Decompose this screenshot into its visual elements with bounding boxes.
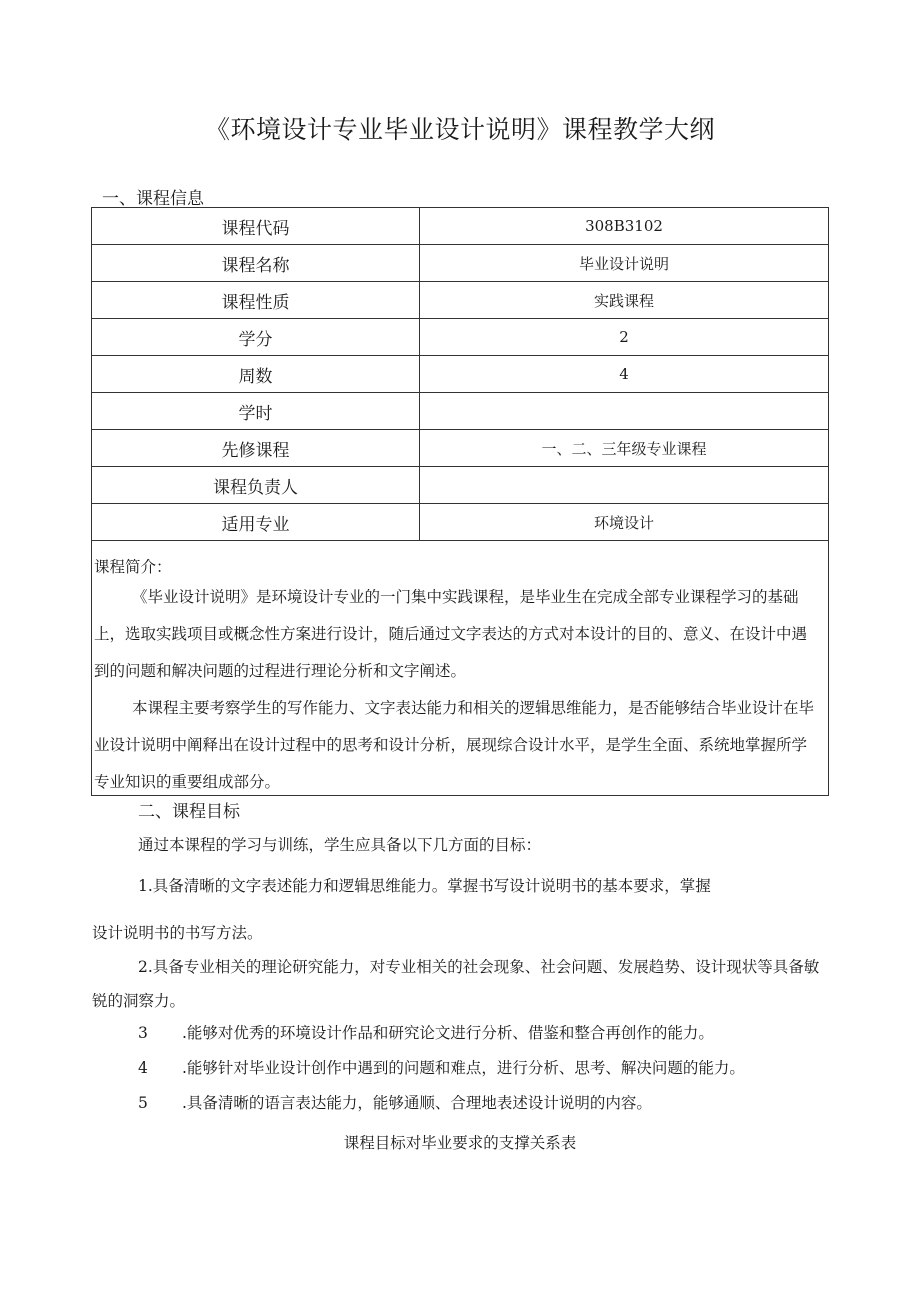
- table-row: [92, 504, 829, 541]
- row-value: 实践课程: [420, 282, 829, 319]
- table-row: [92, 319, 829, 356]
- goal-1-line-2: 设计说明书的书写方法。: [92, 924, 263, 942]
- row-label: 课程负责人: [92, 467, 420, 504]
- row-label: 适用专业: [92, 504, 420, 541]
- row-label: 课程代码: [92, 208, 420, 245]
- table-row-intro: [92, 541, 829, 796]
- goal-3-text: .能够对优秀的环境设计作品和研究论文进行分析、借鉴和整合再创作的能力。: [182, 1024, 714, 1042]
- table-row: [92, 245, 829, 282]
- goal-5-text: .具备清晰的语言表达能力，能够通顺、合理地表述设计说明的内容。: [182, 1094, 652, 1112]
- table-caption: 课程目标对毕业要求的支撑关系表: [343, 1134, 577, 1152]
- row-value: 毕业设计说明: [420, 245, 829, 282]
- row-value: 一、二、三年级专业课程: [420, 430, 829, 467]
- row-label: 先修课程: [92, 430, 420, 467]
- row-value: 环境设计: [420, 504, 829, 541]
- course-intro-label: 课程简介：: [94, 558, 172, 576]
- table-row: [92, 393, 829, 430]
- table-row: [92, 356, 829, 393]
- goal-4: [138, 1051, 745, 1085]
- row-value: 2: [420, 319, 829, 356]
- goal-1-line-1: 1.具备清晰的文字表述能力和逻辑思维能力。掌握书写设计说明书的基本要求，掌握: [138, 877, 711, 895]
- row-label: 课程名称: [92, 245, 420, 282]
- goal-5-number: 5: [138, 1094, 148, 1112]
- row-label: 周数: [92, 356, 420, 393]
- goal-3: [138, 1016, 714, 1050]
- section-heading-course-info: 一、课程信息: [102, 189, 204, 209]
- goal-5: [138, 1086, 652, 1120]
- row-value: [420, 467, 829, 504]
- row-label: 课程性质: [92, 282, 420, 319]
- table-row: [92, 282, 829, 319]
- course-info-table: [91, 207, 829, 796]
- row-label: 学时: [92, 393, 420, 430]
- course-intro-paragraph-2: 本课程主要考察学生的写作能力、文字表达能力和相关的逻辑思维能力，是否能够结合毕业设计在毕业设计说明中阐释出在设计过程中的思考和设计分析，展现综合设计水平，是学生全面、系统地掌握所学专业知识的重要组成部分。: [94, 699, 815, 791]
- goal-2: 2.具备专业相关的理论研究能力，对专业相关的社会现象、社会问题、发展趋势、设计现状等具备敏锐的洞察力。: [92, 958, 820, 1010]
- table-row: [92, 467, 829, 504]
- goal-4-text: .能够针对毕业设计创作中遇到的问题和难点，进行分析、思考、解决问题的能力。: [182, 1059, 745, 1077]
- section-heading-course-goals: 二、课程目标: [138, 802, 240, 822]
- row-label: 学分: [92, 319, 420, 356]
- course-intro-cell: [92, 541, 829, 796]
- table-row: [92, 208, 829, 245]
- goal-3-number: 3: [138, 1024, 148, 1042]
- goal-4-number: 4: [138, 1059, 148, 1077]
- row-value: [420, 393, 829, 430]
- row-value: 4: [420, 356, 829, 393]
- goals-intro: 通过本课程的学习与训练，学生应具备以下几方面的目标：: [138, 836, 542, 854]
- course-intro-paragraph-1: 《毕业设计说明》是环境设计专业的一门集中实践课程，是毕业生在完成全部专业课程学习的基础上，选取实践项目或概念性方案进行设计，随后通过文字表达的方式对本设计的目的、意义、在设计中遇到的问题和解决问题的过程进行理论分析和文字阐述。: [94, 588, 808, 680]
- document-title: 《环境设计专业毕业设计说明》课程教学大纲: [204, 115, 715, 144]
- row-value: 308B3102: [420, 208, 829, 245]
- table-row: [92, 430, 829, 467]
